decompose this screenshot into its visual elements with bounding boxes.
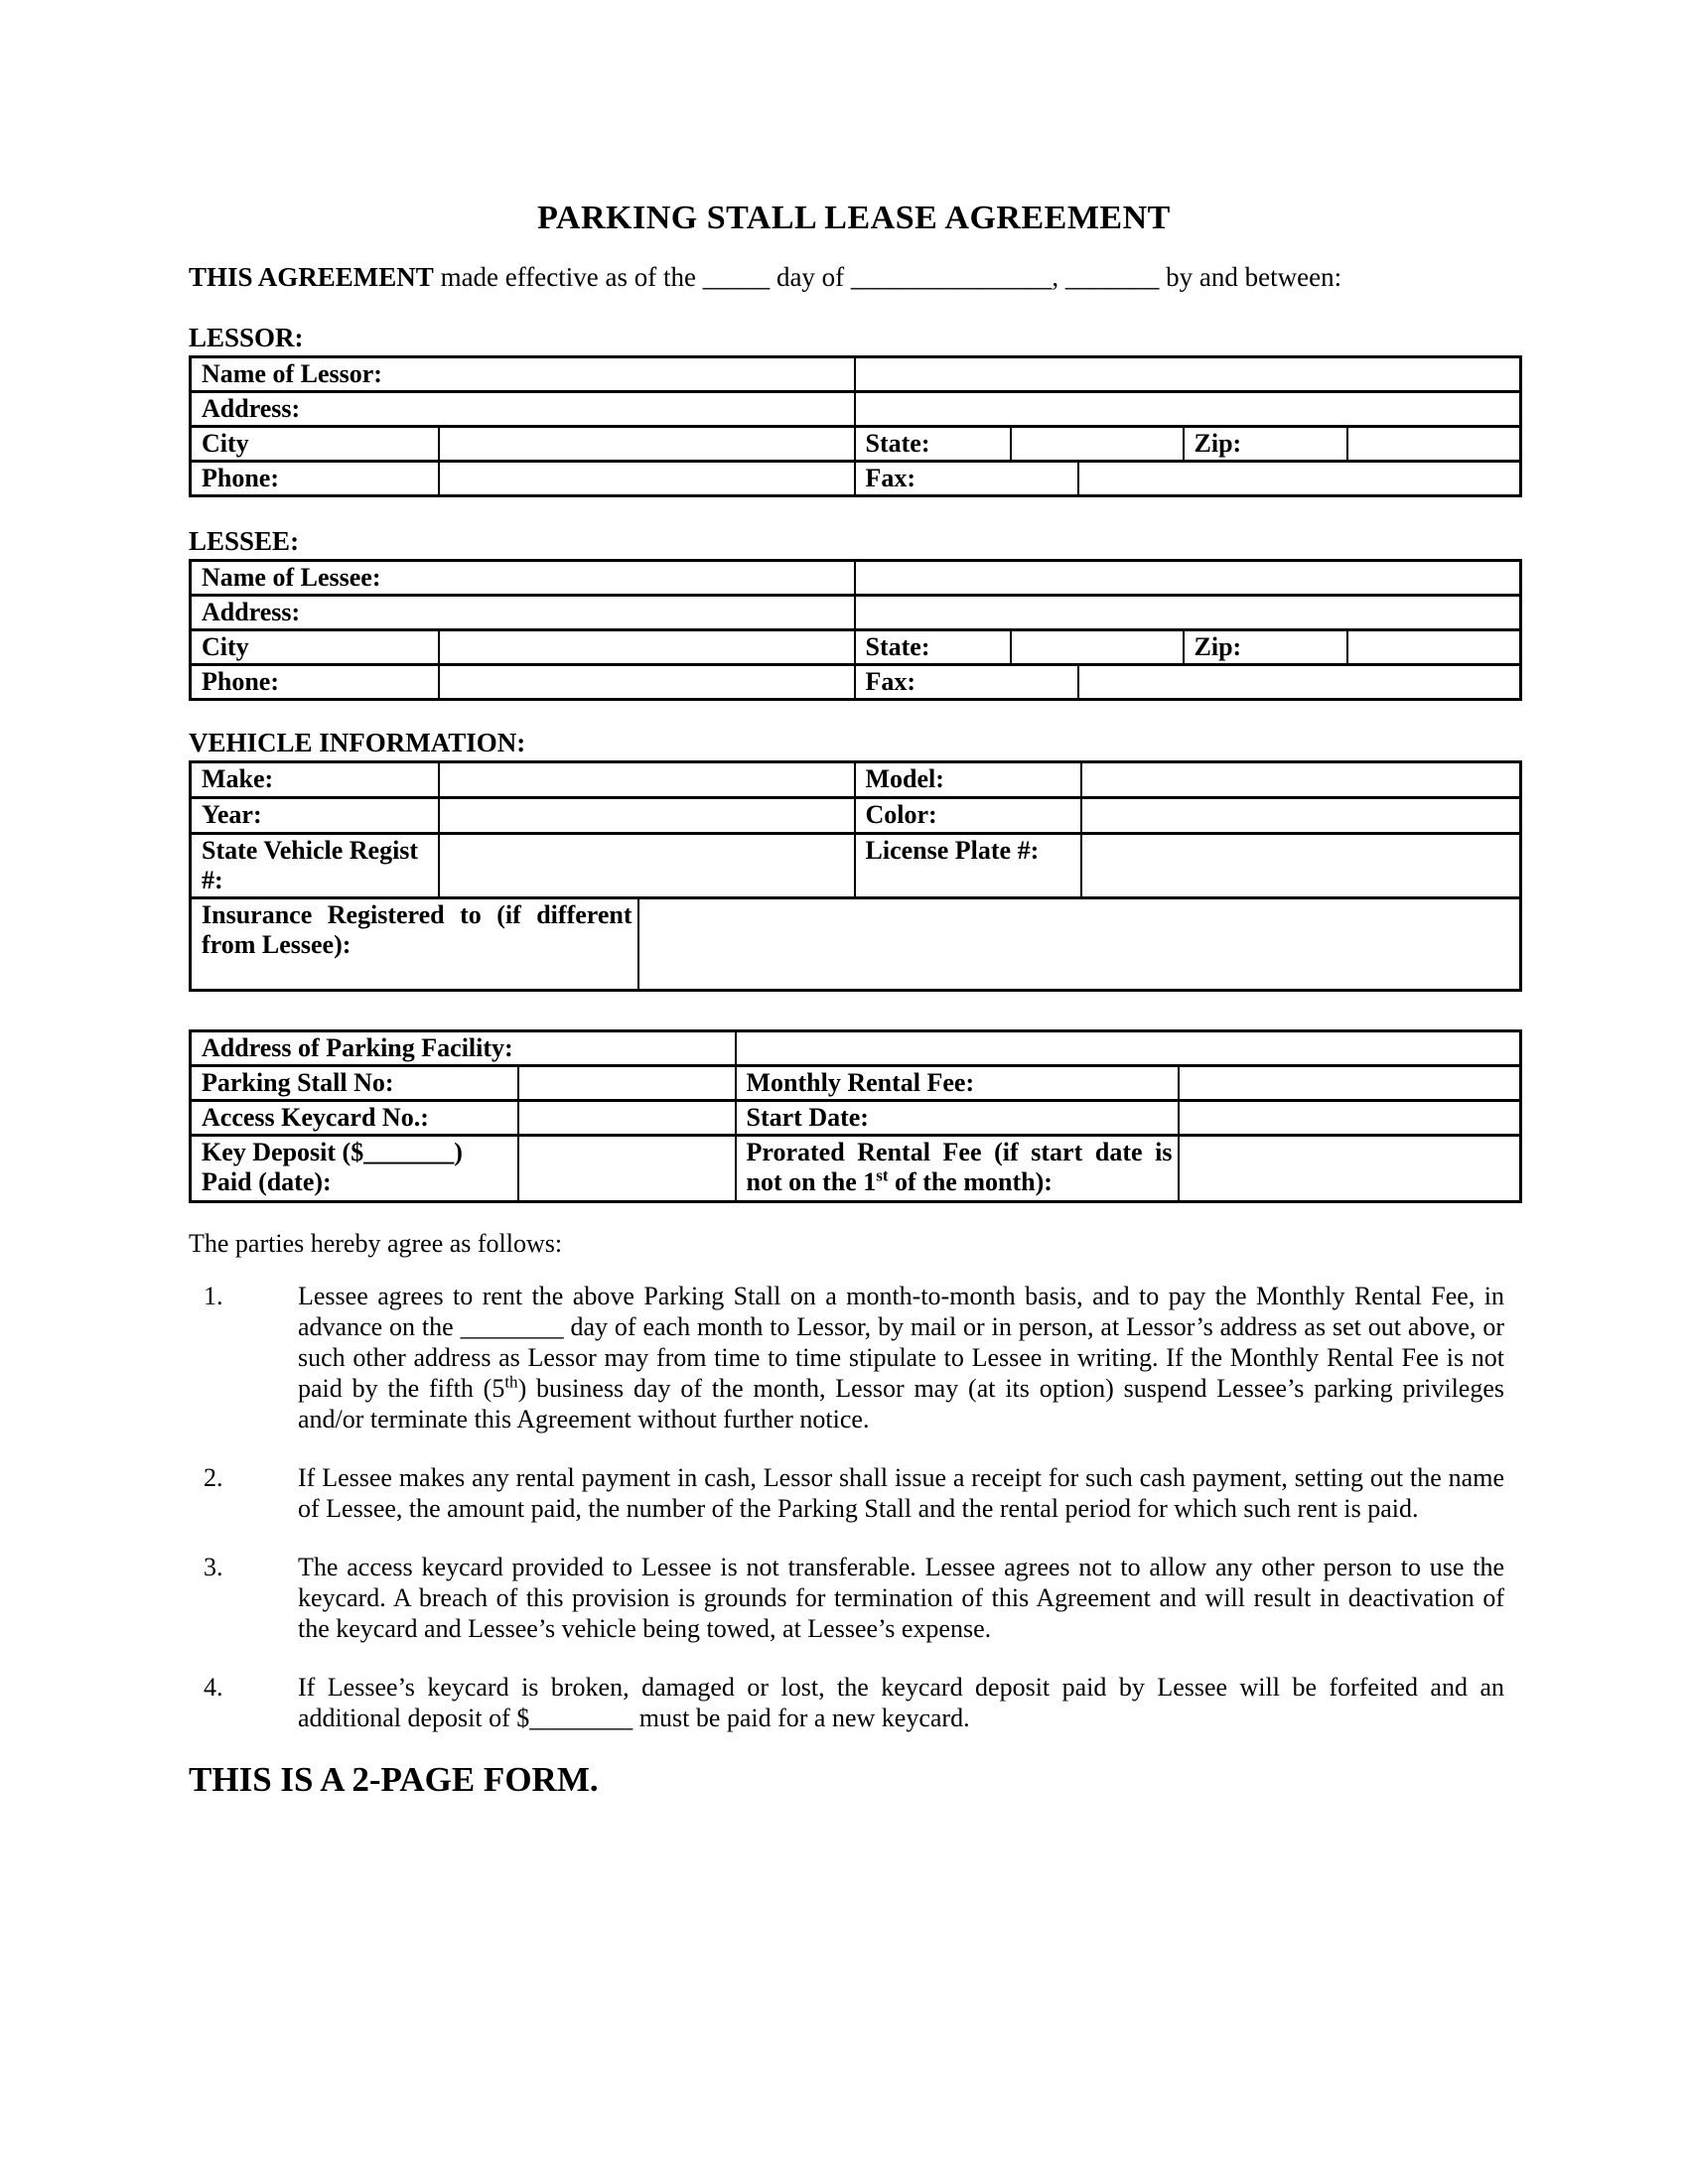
lessor-city-label: City [191, 427, 439, 462]
vehicle-plate-label: License Plate #: [855, 834, 1081, 898]
blank-new-keycard-deposit: ________ [529, 1704, 633, 1732]
clause-2 [189, 1462, 1504, 1524]
page-title: PARKING STALL LEASE AGREEMENT [537, 200, 1171, 236]
vehicle-table [189, 760, 1522, 992]
intro-text-3: , [1052, 262, 1065, 292]
lessor-name-value [855, 357, 1521, 392]
lessor-name-label: Name of Lessor: [191, 357, 855, 392]
blank-deposit-amount: _______ [363, 1138, 455, 1166]
facility-prorated-label: Prorated Rental Fee (if start date is not on the 1st of the month): [736, 1136, 1179, 1202]
facility-deposit-label: Key Deposit ($_______) Paid (date): [191, 1136, 518, 1202]
vehicle-color-value [1081, 798, 1521, 834]
clause-1-text: Lessee agrees to rent the above Parking Stall on a month-to-month basis, and to pay the Monthly Rental Fee, in advance on the ________ day of each month to Lessor, by mail or in person, at Lessor’s address as set out above, or such other address as Lessor may from time to time stipulate to Lessee in writing. If the Monthly Rental Fee is not paid by the fifth (5th) business day of the month, Lessor may (at its option) suspend Lessee’s parking privileges and/or terminate this Agreement without further notice. [298, 1282, 1505, 1433]
facility-stall-label: Parking Stall No: [191, 1066, 518, 1101]
lessor-zip-value [1347, 427, 1521, 462]
lessor-phone-value [439, 462, 855, 496]
clause-list [189, 1281, 1519, 1733]
lessee-state-value [1011, 630, 1184, 665]
blank-payment-day: ________ [460, 1312, 564, 1341]
vehicle-regist-label: State Vehicle Regist #: [191, 834, 439, 898]
facility-start-date-label: Start Date: [736, 1101, 1179, 1136]
superscript-st: st [876, 1165, 889, 1185]
lessee-city-value [439, 630, 855, 665]
vehicle-regist-value [439, 834, 855, 898]
facility-start-date-value [1179, 1101, 1521, 1136]
lessee-fax-label: Fax: [855, 665, 1078, 700]
facility-prorated-value [1179, 1136, 1521, 1202]
vehicle-model-value [1081, 762, 1521, 798]
clause-2-number: 2. [204, 1463, 223, 1492]
intro-text-1: made effective as of the [433, 262, 703, 292]
lessee-fax-value [1078, 665, 1521, 700]
lessee-heading: LESSEE: [189, 526, 300, 556]
vehicle-insurance-label: Insurance Registered to (if different from Lessee): [191, 898, 638, 991]
lessee-state-label: State: [855, 630, 1011, 665]
lessee-city-label: City [191, 630, 439, 665]
facility-address-label: Address of Parking Facility: [191, 1031, 736, 1066]
lessor-table [189, 355, 1522, 497]
blank-month: _______________ [850, 262, 1053, 292]
vehicle-model-label: Model: [855, 762, 1081, 798]
blank-day-number: _____ [702, 262, 771, 292]
clause-3-number: 3. [204, 1553, 223, 1581]
lessor-city-value [439, 427, 855, 462]
vehicle-year-value [439, 798, 855, 834]
lessor-zip-label: Zip: [1184, 427, 1347, 462]
vehicle-plate-value [1081, 834, 1521, 898]
vehicle-make-label: Make: [191, 762, 439, 798]
lessor-fax-value [1078, 462, 1521, 496]
clause-3-text: The access keycard provided to Lessee is not transferable. Lessee agrees not to allow any other person to use the keycard. A breach of this provision is grounds for termination of this Agreement and will result in deactivation of the keycard and Lessee’s vehicle being towed, at Lessee’s expense. [298, 1553, 1504, 1643]
vehicle-year-label: Year: [191, 798, 439, 834]
superscript-th: th [504, 1372, 518, 1392]
facility-stall-value [518, 1066, 736, 1101]
lessee-address-label: Address: [191, 596, 855, 630]
lessee-phone-label: Phone: [191, 665, 439, 700]
intro-text-2: day of [770, 262, 851, 292]
blank-year: _______ [1064, 262, 1160, 292]
facility-keycard-value [518, 1101, 736, 1136]
clause-4-text: If Lessee’s keycard is broken, damaged or lost, the keycard deposit paid by Lessee will be forfeited and an additional deposit of $________ must be paid for a new keycard. [298, 1673, 1504, 1732]
vehicle-make-value [439, 762, 855, 798]
lessee-name-value [855, 561, 1521, 596]
lessor-phone-label: Phone: [191, 462, 439, 496]
facility-table [189, 1029, 1522, 1203]
lessor-address-label: Address: [191, 392, 855, 427]
vehicle-heading: VEHICLE INFORMATION: [189, 728, 526, 757]
clause-1 [189, 1281, 1504, 1434]
lessee-table [189, 559, 1522, 701]
agreement-lead: The parties hereby agree as follows: [189, 1229, 563, 1258]
intro-line [189, 262, 1519, 293]
lessee-name-label: Name of Lessee: [191, 561, 855, 596]
lessee-zip-label: Zip: [1184, 630, 1347, 665]
vehicle-insurance-value [638, 898, 1521, 991]
lessor-fax-label: Fax: [855, 462, 1078, 496]
intro-bold: THIS AGREEMENT [189, 262, 434, 292]
clause-3 [189, 1552, 1504, 1644]
clause-2-text: If Lessee makes any rental payment in cash, Lessor shall issue a receipt for such cash payment, setting out the name of Lessee, the amount paid, the number of the Parking Stall and the rental period for which such rent is paid. [298, 1463, 1504, 1523]
clause-4 [189, 1672, 1504, 1733]
facility-keycard-label: Access Keycard No.: [191, 1101, 518, 1136]
lessee-address-value [855, 596, 1521, 630]
facility-address-value [736, 1031, 1521, 1066]
clause-1-number: 1. [204, 1282, 223, 1310]
lessor-address-value [855, 392, 1521, 427]
facility-deposit-value [518, 1136, 736, 1202]
lessor-heading: LESSOR: [189, 323, 304, 352]
intro-text-4: by and between: [1159, 262, 1342, 292]
facility-monthly-fee-label: Monthly Rental Fee: [736, 1066, 1179, 1101]
vehicle-color-label: Color: [855, 798, 1081, 834]
lessor-state-value [1011, 427, 1184, 462]
lessor-state-label: State: [855, 427, 1011, 462]
lessee-phone-value [439, 665, 855, 700]
lessee-zip-value [1347, 630, 1521, 665]
clause-4-number: 4. [204, 1673, 223, 1702]
two-page-form-note: THIS IS A 2-PAGE FORM. [189, 1760, 599, 1799]
facility-monthly-fee-value [1179, 1066, 1521, 1101]
